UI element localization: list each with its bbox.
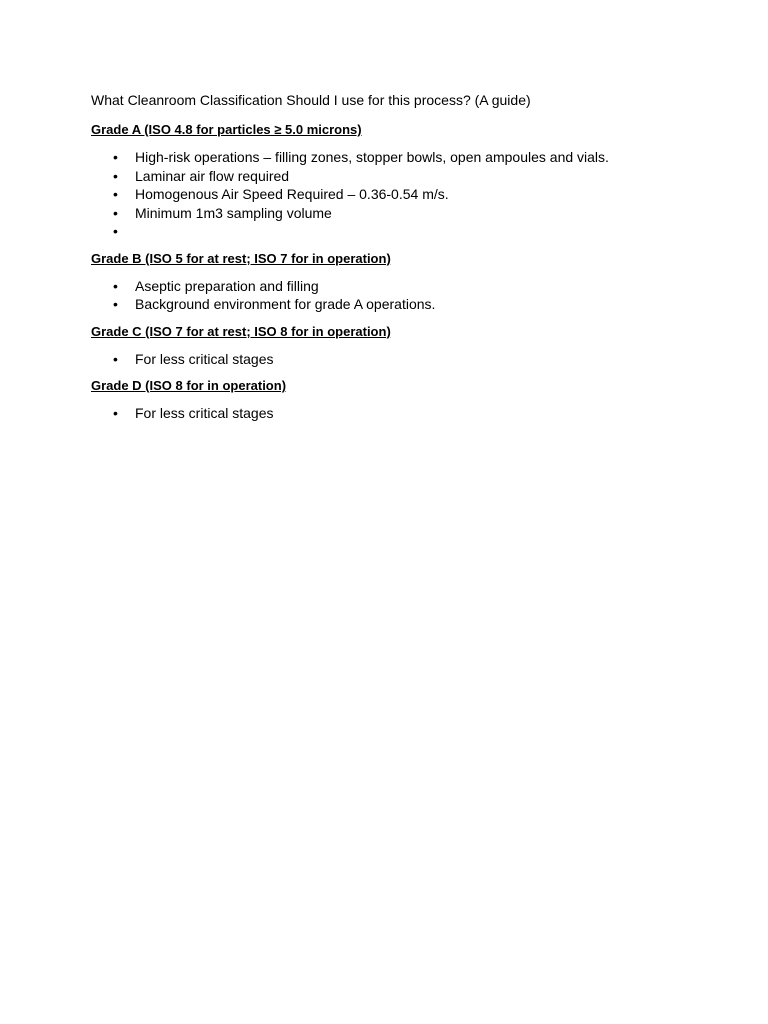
bullet-text: Background environment for grade A operations.: [135, 296, 436, 312]
bullet-icon: •: [113, 277, 118, 294]
bullet-item: [91, 148, 731, 167]
bullet-icon: •: [113, 167, 118, 184]
bullet-list-grade-a: [91, 148, 731, 241]
bullet-item-empty: [91, 222, 731, 241]
bullet-text: For less critical stages: [135, 350, 274, 367]
document-intro: What Cleanroom Classification Should I use for this process? (A guide): [91, 92, 531, 108]
section-heading-grade-c: Grade C (ISO 7 for at rest; ISO 8 for in operation): [91, 323, 391, 339]
bullet-text: Laminar air flow required: [135, 167, 290, 184]
bullet-text: Minimum 1m3 sampling volume: [135, 204, 332, 221]
bullet-text: Homogenous Air Speed Required – 0.36-0.54 m/s.: [135, 186, 449, 202]
document-page: [91, 92, 731, 432]
bullet-text: Aseptic preparation and filling: [135, 277, 319, 294]
bullet-item: [91, 277, 731, 296]
bullet-item: [91, 204, 731, 223]
section-grade-c: [91, 323, 731, 369]
bullet-item: [91, 167, 731, 186]
section-heading-grade-d: Grade D (ISO 8 for in operation): [91, 378, 287, 393]
bullet-icon: •: [113, 296, 118, 312]
bullet-item: [91, 295, 731, 314]
bullet-text: High-risk operations – filling zones, stopper bowls, open ampoules and vials.: [135, 149, 609, 165]
bullet-icon: •: [113, 186, 118, 202]
bullet-item: [91, 185, 731, 204]
bullet-list-grade-d: [91, 404, 731, 423]
bullet-icon: •: [113, 405, 118, 421]
section-grade-a: [91, 121, 731, 241]
section-grade-d: [91, 377, 731, 423]
bullet-icon: •: [113, 223, 118, 239]
bullet-icon: •: [113, 204, 118, 221]
bullet-list-grade-b: [91, 277, 731, 314]
bullet-icon: •: [113, 350, 118, 367]
bullet-list-grade-c: [91, 350, 731, 369]
section-heading-grade-a: Grade A (ISO 4.8 for particles ≥ 5.0 microns): [91, 122, 362, 137]
section-grade-b: [91, 250, 731, 314]
bullet-icon: •: [113, 149, 118, 165]
bullet-item: [91, 350, 731, 369]
section-heading-grade-b: Grade B (ISO 5 for at rest; ISO 7 for in operation): [91, 250, 391, 266]
bullet-item: [91, 404, 731, 423]
bullet-text: For less critical stages: [135, 405, 274, 421]
